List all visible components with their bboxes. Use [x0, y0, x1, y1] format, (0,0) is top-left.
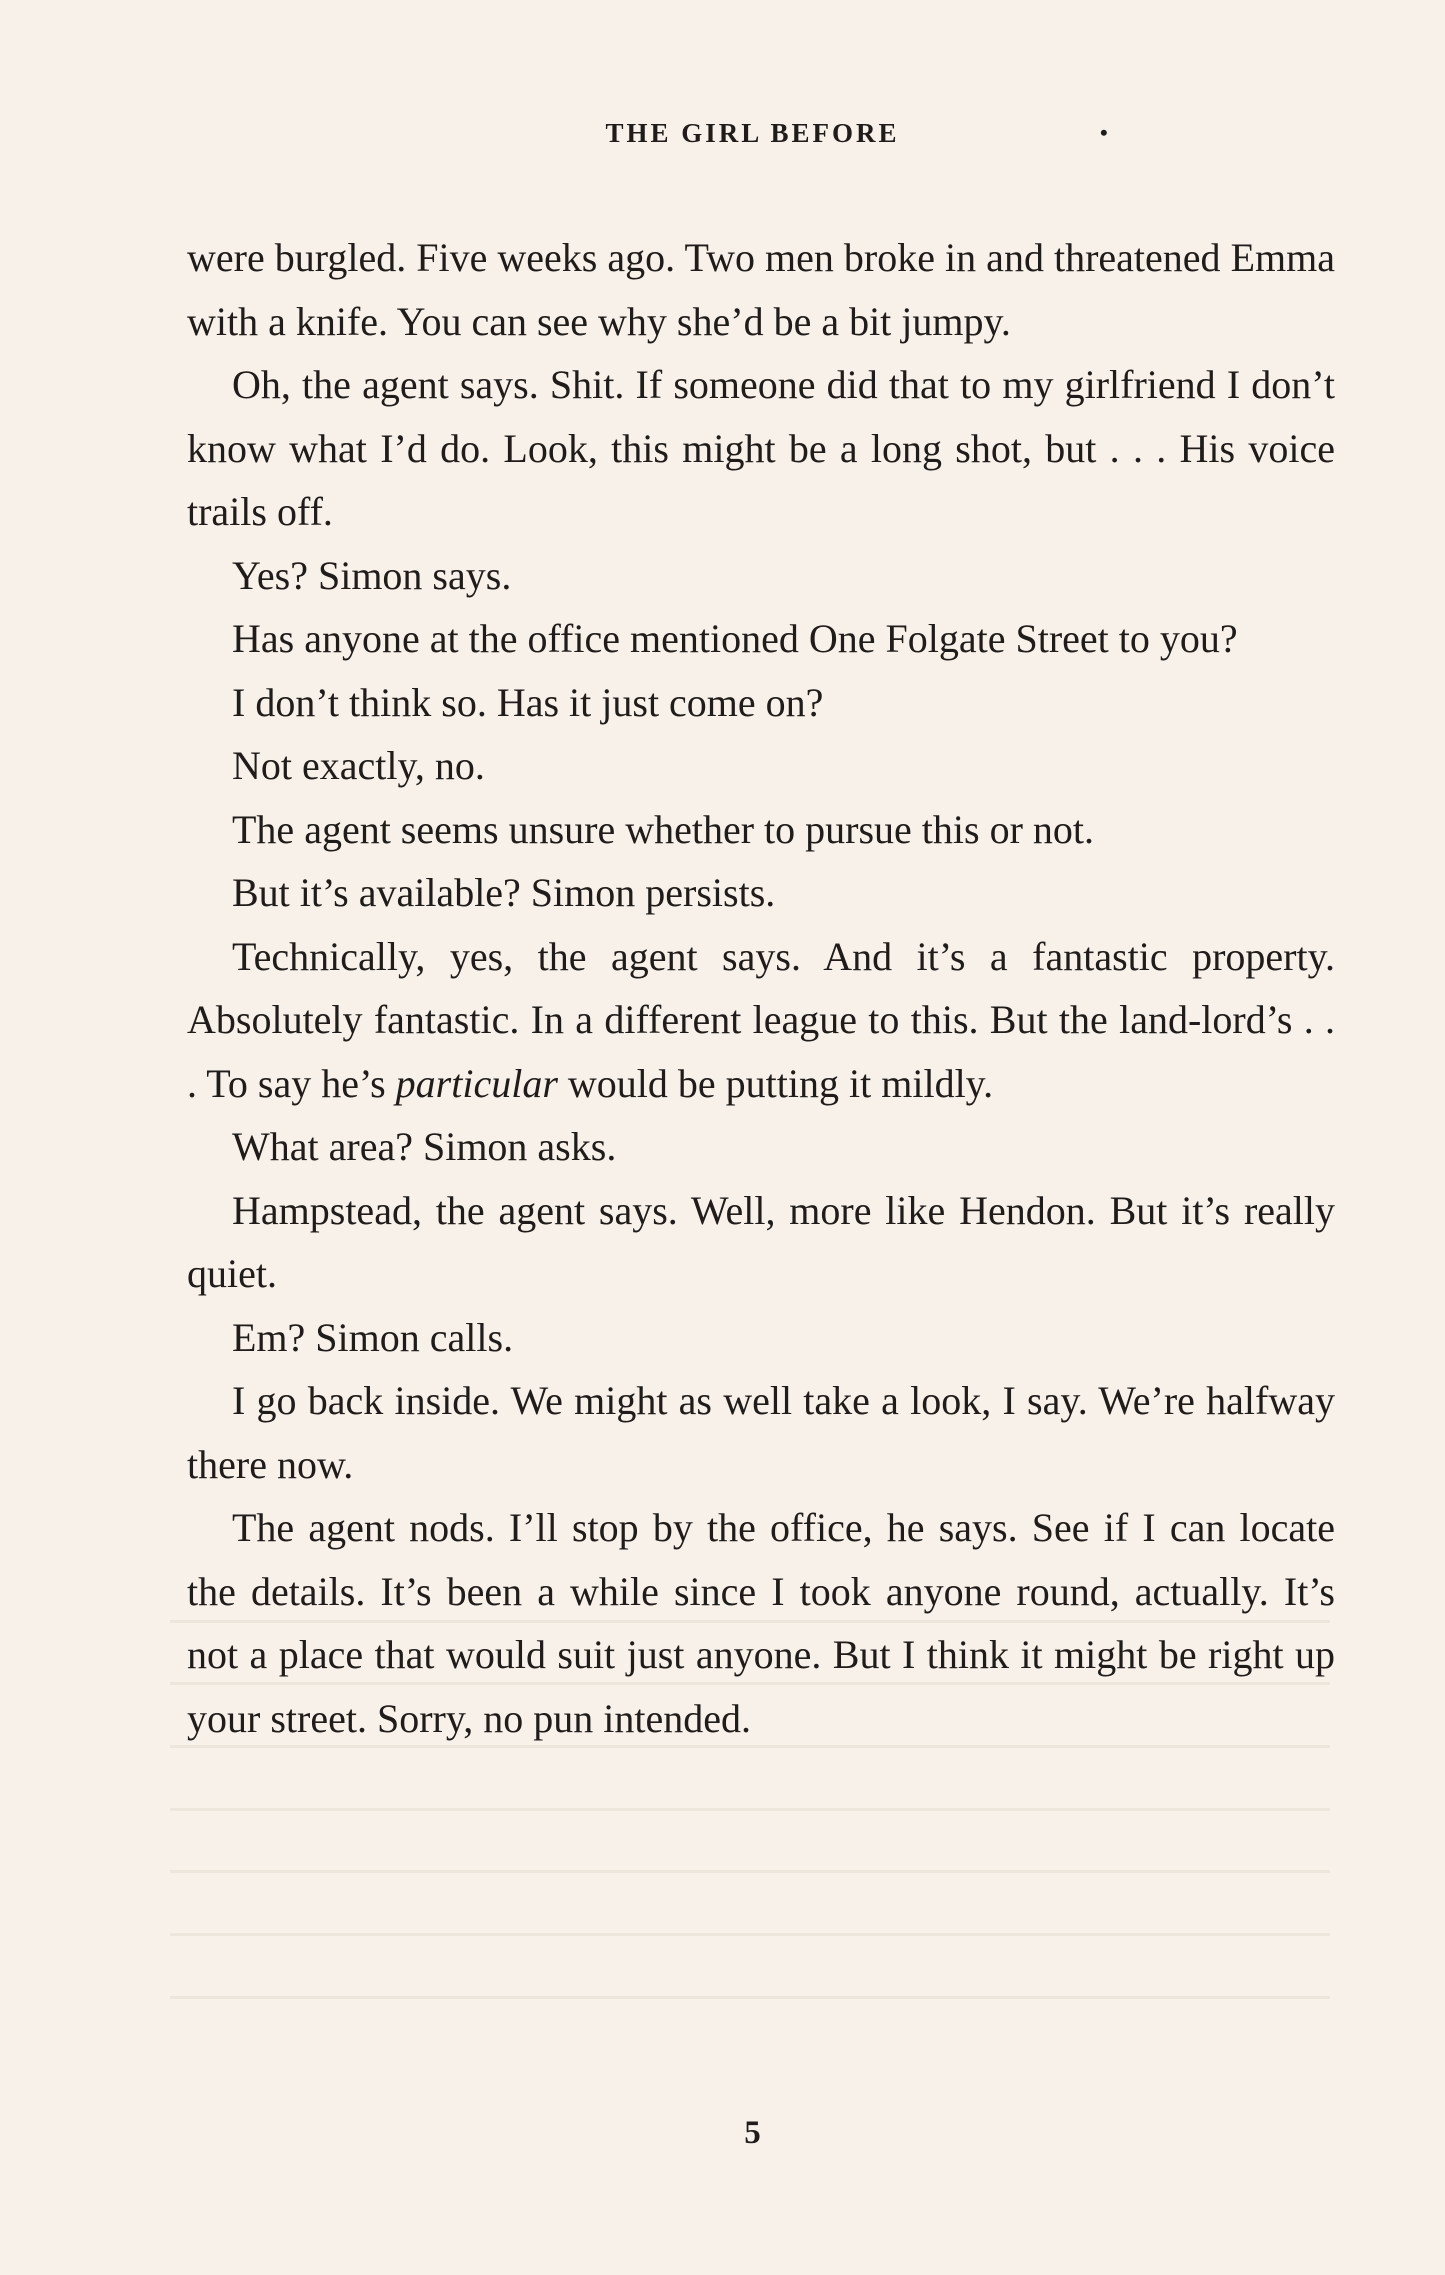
- paragraph-text: Technically, yes, the agent says. And it’s a fantastic property. Absolutely fantastic. In a different league to this. But the land-lord’s . . . To say he’s: [187, 933, 1335, 1106]
- paragraph: The agent nods. I’ll stop by the office, he says. See if I can locate the details. It’s been a while since I took anyone round, actually. It’s not a place that would suit just anyone. But I think it might be right up your street. Sorry, no pun intended.: [187, 1505, 1335, 1741]
- paragraph: I don’t think so. Has it just come on?: [232, 679, 824, 725]
- show-through-line: [170, 1870, 1330, 1873]
- paragraph: I go back inside. We might as well take a look, I say. We’re halfway there now.: [187, 1378, 1335, 1487]
- paragraph: [187, 925, 1335, 1116]
- paragraph: What area? Simon asks.: [232, 1124, 617, 1169]
- paragraph: Yes? Simon says.: [232, 552, 512, 598]
- paragraph: Oh, the agent says. Shit. If someone did that to my girlfriend I don’t know what I’d do. Look, this might be a long shot, but . . . His voice trails off.: [187, 362, 1335, 534]
- paragraph: Has anyone at the office mentioned One Folgate Street to you?: [232, 616, 1238, 661]
- italic-word: particular: [395, 1060, 558, 1106]
- paragraph: Em? Simon calls.: [232, 1314, 514, 1360]
- paragraph: The agent seems unsure whether to pursue this or not.: [232, 806, 1095, 852]
- paragraph: Hampstead, the agent says. Well, more like Hendon. But it’s really quiet.: [187, 1187, 1335, 1296]
- paragraph: But it’s available? Simon persists.: [232, 870, 776, 915]
- show-through-line: [170, 1808, 1330, 1811]
- body-text: [187, 226, 1335, 1750]
- paragraph: Not exactly, no.: [232, 743, 485, 788]
- page-number: 5: [744, 2115, 761, 2151]
- show-through-line: [170, 1996, 1330, 1999]
- paragraph: were burgled. Five weeks ago. Two men broke in and threatened Emma with a knife. You can see why she’d be a bit jumpy.: [187, 235, 1335, 344]
- running-title: THE GIRL BEFORE: [605, 118, 900, 148]
- show-through-line: [170, 1933, 1330, 1936]
- paragraph-text-end: would be putting it mildly.: [557, 1060, 994, 1106]
- running-head: [0, 118, 1445, 149]
- ink-mark: •: [1100, 120, 1111, 145]
